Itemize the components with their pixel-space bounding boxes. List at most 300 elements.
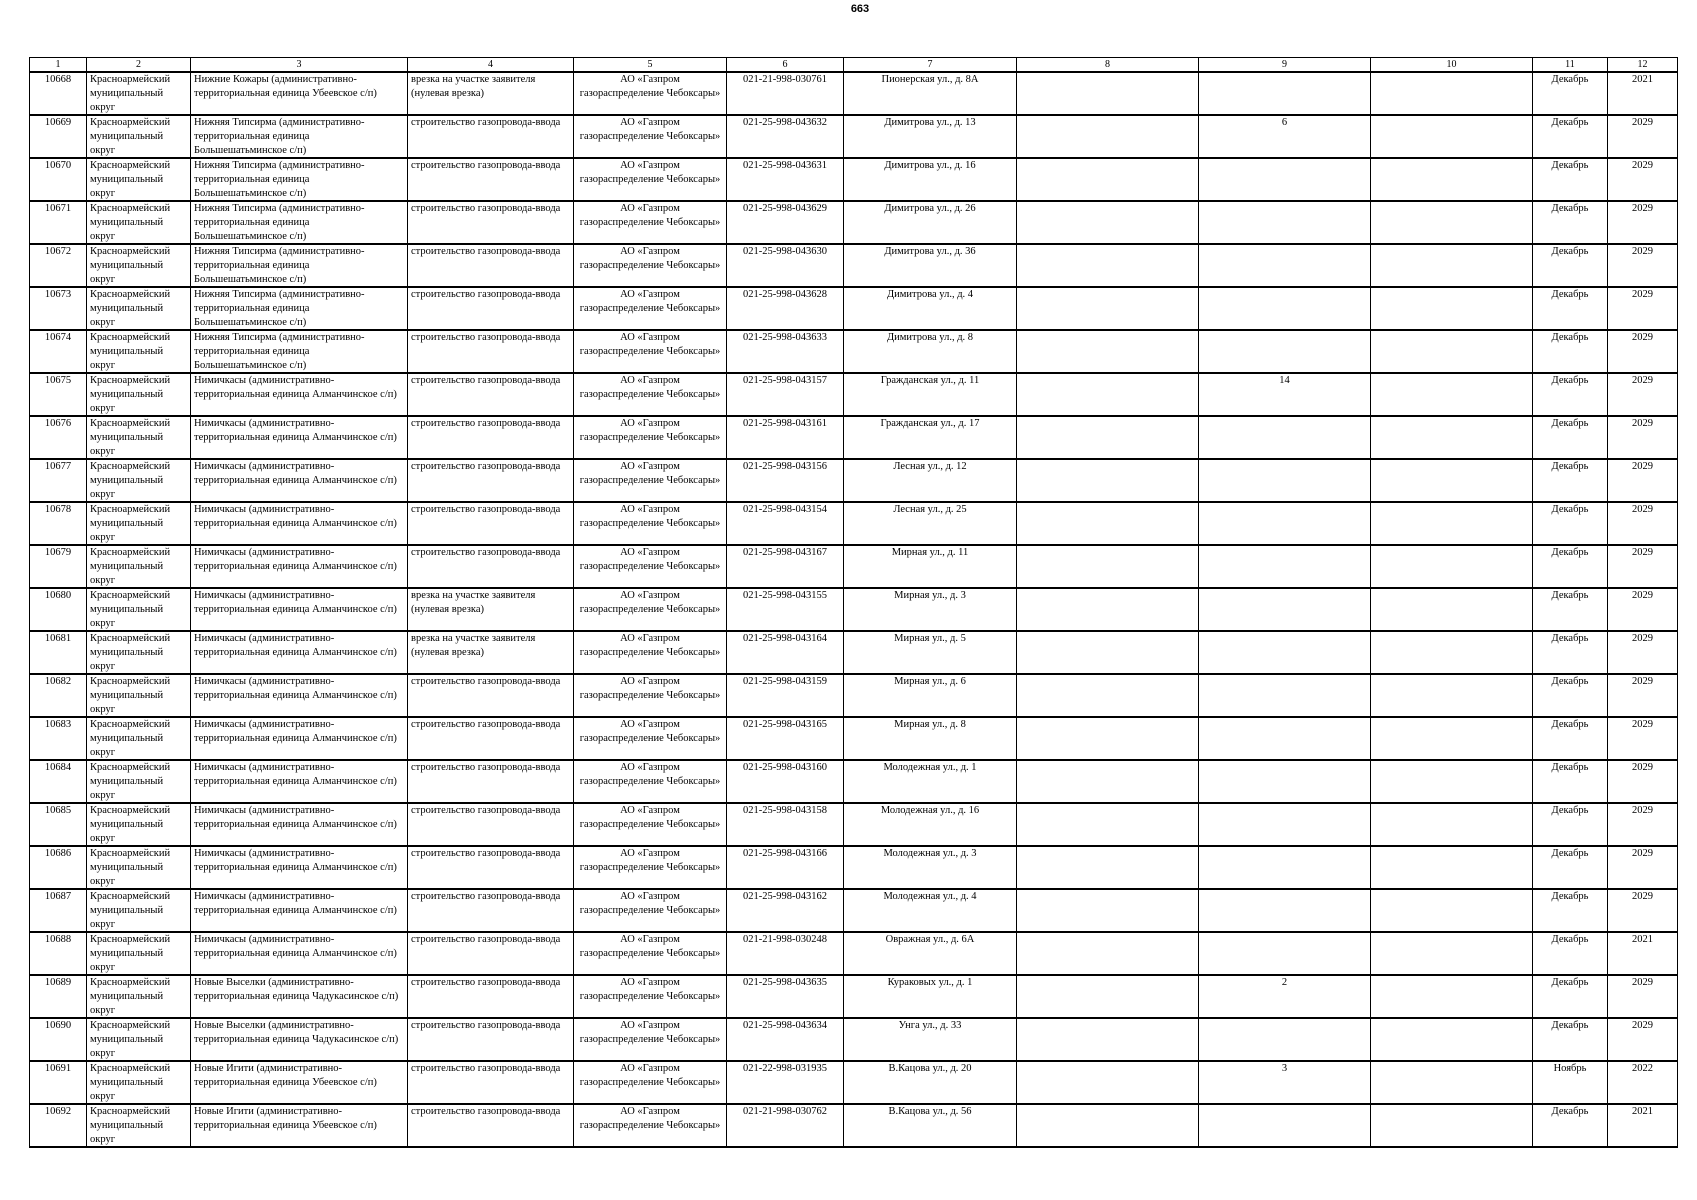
work-type-text: строительство газопровода-ввода <box>411 547 561 558</box>
street-address <box>844 674 1017 717</box>
column-9-value <box>1199 1104 1371 1147</box>
street-address-text: Димитрова ул., д. 36 <box>884 246 976 257</box>
year-value-text: 2029 <box>1632 375 1653 386</box>
work-type <box>408 502 574 545</box>
month-value-text: Декабрь <box>1551 934 1589 945</box>
settlement-name <box>191 846 408 889</box>
work-type <box>408 674 574 717</box>
settlement-name <box>191 330 408 373</box>
column-10-value <box>1371 717 1533 760</box>
year-value <box>1608 373 1678 416</box>
record-number <box>30 459 87 502</box>
column-header-7: 7 <box>844 58 1017 73</box>
table-row <box>30 330 1678 373</box>
object-code-text: 021-25-998-043633 <box>743 332 827 343</box>
settlement-name-text: Нижняя Типсирма (административно-территориальная единица Большешатьминское с/п) <box>194 117 365 156</box>
work-type-text: строительство газопровода-ввода <box>411 332 561 343</box>
record-number-text: 10682 <box>44 676 72 687</box>
column-9-value <box>1199 158 1371 201</box>
organization <box>574 975 727 1018</box>
district-name-text: Красноармейский муниципальный округ <box>90 375 171 414</box>
street-address <box>844 1061 1017 1104</box>
column-header-4: 4 <box>408 58 574 73</box>
table-body <box>30 72 1678 1147</box>
work-type <box>408 1061 574 1104</box>
year-value-text: 2021 <box>1632 934 1653 945</box>
month-value <box>1533 760 1608 803</box>
work-type-text: строительство газопровода-ввода <box>411 977 561 988</box>
street-address-text: Димитрова ул., д. 4 <box>886 289 974 300</box>
district-name <box>87 416 191 459</box>
column-9-value <box>1199 244 1371 287</box>
work-type-text: строительство газопровода-ввода <box>411 1063 561 1074</box>
object-code-text: 021-25-998-043164 <box>743 633 827 644</box>
record-number <box>30 889 87 932</box>
year-value-text: 2029 <box>1632 719 1653 730</box>
column-10-value <box>1371 115 1533 158</box>
record-number <box>30 717 87 760</box>
object-code <box>727 72 844 115</box>
object-code <box>727 115 844 158</box>
object-code-text: 021-21-998-030762 <box>743 1106 827 1117</box>
organization-text: АО «Газпром газораспределение Чебоксары» <box>579 891 721 916</box>
street-address <box>844 244 1017 287</box>
street-address-text: Молодежная ул., д. 1 <box>883 762 977 773</box>
organization-text: АО «Газпром газораспределение Чебоксары» <box>579 246 721 271</box>
year-value <box>1608 416 1678 459</box>
district-name-text: Красноармейский муниципальный округ <box>90 1106 171 1145</box>
column-8-value <box>1017 545 1199 588</box>
object-code-text: 021-25-998-043167 <box>743 547 827 558</box>
column-9-value <box>1199 803 1371 846</box>
table-row <box>30 932 1678 975</box>
month-value <box>1533 674 1608 717</box>
month-value <box>1533 717 1608 760</box>
record-number <box>30 545 87 588</box>
work-type-text: строительство газопровода-ввода <box>411 246 561 257</box>
month-value <box>1533 158 1608 201</box>
work-type <box>408 287 574 330</box>
street-address-text: Кураковых ул., д. 1 <box>887 977 973 988</box>
month-value-text: Декабрь <box>1551 246 1589 257</box>
street-address <box>844 717 1017 760</box>
street-address <box>844 760 1017 803</box>
settlement-name <box>191 115 408 158</box>
column-8-value <box>1017 201 1199 244</box>
organization-text: АО «Газпром газораспределение Чебоксары» <box>579 805 721 830</box>
work-type <box>408 975 574 1018</box>
year-value-text: 2021 <box>1632 74 1653 85</box>
district-name <box>87 287 191 330</box>
street-address <box>844 115 1017 158</box>
street-address-text: Димитрова ул., д. 26 <box>884 203 976 214</box>
street-address-text: Молодежная ул., д. 3 <box>883 848 977 859</box>
record-number <box>30 1018 87 1061</box>
street-address-text: Лесная ул., д. 12 <box>893 461 967 472</box>
object-code <box>727 932 844 975</box>
district-name <box>87 545 191 588</box>
settlement-name-text: Нимичкасы (административно-территориальная единица Алманчинское с/п) <box>194 934 397 959</box>
settlement-name <box>191 502 408 545</box>
organization-text: АО «Газпром газораспределение Чебоксары» <box>579 590 721 615</box>
settlement-name-text: Нижняя Типсирма (административно-территориальная единица Большешатьминское с/п) <box>194 246 365 285</box>
month-value-text: Ноябрь <box>1553 1063 1587 1074</box>
settlement-name <box>191 760 408 803</box>
column-9-value <box>1199 932 1371 975</box>
record-number-text: 10669 <box>44 117 72 128</box>
work-type-text: врезка на участке заявителя (нулевая врезка) <box>411 590 536 615</box>
year-value-text: 2021 <box>1632 1106 1653 1117</box>
district-name <box>87 889 191 932</box>
settlement-name-text: Нижняя Типсирма (административно-территориальная единица Большешатьминское с/п) <box>194 332 365 371</box>
column-9-value <box>1199 502 1371 545</box>
organization-text: АО «Газпром газораспределение Чебоксары» <box>579 160 721 185</box>
year-value <box>1608 674 1678 717</box>
month-value <box>1533 545 1608 588</box>
settlement-name-text: Нимичкасы (административно-территориальная единица Алманчинское с/п) <box>194 676 397 701</box>
month-value-text: Декабрь <box>1551 891 1589 902</box>
object-code <box>727 717 844 760</box>
column-9-value <box>1199 889 1371 932</box>
street-address-text: Овражная ул., д. 6А <box>885 934 975 945</box>
street-address <box>844 287 1017 330</box>
street-address <box>844 158 1017 201</box>
work-type <box>408 72 574 115</box>
street-address <box>844 1018 1017 1061</box>
column-10-value <box>1371 287 1533 330</box>
settlement-name-text: Новые Выселки (административно-территориальная единица Чадукасинское с/п) <box>194 977 399 1002</box>
street-address-text: Мирная ул., д. 3 <box>894 590 966 601</box>
year-value <box>1608 846 1678 889</box>
settlement-name <box>191 588 408 631</box>
settlement-name-text: Нижняя Типсирма (административно-территориальная единица Большешатьминское с/п) <box>194 203 365 242</box>
settlement-name-text: Нимичкасы (административно-территориальная единица Алманчинское с/п) <box>194 762 397 787</box>
object-code-text: 021-25-998-043635 <box>743 977 827 988</box>
column-8-value <box>1017 416 1199 459</box>
record-number-text: 10670 <box>44 160 72 171</box>
column-8-value <box>1017 975 1199 1018</box>
column-9-value <box>1199 287 1371 330</box>
organization <box>574 373 727 416</box>
month-value <box>1533 115 1608 158</box>
settlement-name <box>191 717 408 760</box>
object-code <box>727 416 844 459</box>
object-code <box>727 760 844 803</box>
street-address <box>844 459 1017 502</box>
month-value <box>1533 1104 1608 1147</box>
organization-text: АО «Газпром газораспределение Чебоксары» <box>579 332 721 357</box>
column-9-value <box>1199 115 1371 158</box>
month-value-text: Декабрь <box>1551 289 1589 300</box>
organization-text: АО «Газпром газораспределение Чебоксары» <box>579 117 721 142</box>
organization <box>574 932 727 975</box>
table-row <box>30 459 1678 502</box>
organization-text: АО «Газпром газораспределение Чебоксары» <box>579 1020 721 1045</box>
table-row <box>30 889 1678 932</box>
record-number <box>30 932 87 975</box>
object-code <box>727 545 844 588</box>
district-name <box>87 803 191 846</box>
work-type <box>408 932 574 975</box>
registry-table <box>29 57 1678 1148</box>
organization-text: АО «Газпром газораспределение Чебоксары» <box>579 1063 721 1088</box>
organization-text: АО «Газпром газораспределение Чебоксары» <box>579 762 721 787</box>
work-type <box>408 1018 574 1061</box>
work-type <box>408 545 574 588</box>
month-value <box>1533 975 1608 1018</box>
column-8-value <box>1017 846 1199 889</box>
column-8-value <box>1017 1061 1199 1104</box>
table-row <box>30 803 1678 846</box>
work-type-text: врезка на участке заявителя (нулевая врезка) <box>411 633 536 658</box>
year-value-text: 2029 <box>1632 289 1653 300</box>
column-header-6: 6 <box>727 58 844 73</box>
organization-text: АО «Газпром газораспределение Чебоксары» <box>579 633 721 658</box>
record-number <box>30 975 87 1018</box>
organization <box>574 889 727 932</box>
street-address <box>844 545 1017 588</box>
object-code-text: 021-25-998-043158 <box>743 805 827 816</box>
object-code-text: 021-25-998-043156 <box>743 461 827 472</box>
settlement-name-text: Нимичкасы (административно-территориальная единица Алманчинское с/п) <box>194 805 397 830</box>
column-8-value <box>1017 588 1199 631</box>
organization <box>574 803 727 846</box>
column-9-value <box>1199 717 1371 760</box>
year-value <box>1608 932 1678 975</box>
month-value <box>1533 631 1608 674</box>
organization <box>574 201 727 244</box>
record-number-text: 10679 <box>44 547 72 558</box>
year-value <box>1608 287 1678 330</box>
district-name-text: Красноармейский муниципальный округ <box>90 246 171 285</box>
organization <box>574 459 727 502</box>
record-number <box>30 72 87 115</box>
column-9-value-text: 2 <box>1281 977 1288 988</box>
district-name-text: Красноармейский муниципальный округ <box>90 461 171 500</box>
district-name-text: Красноармейский муниципальный округ <box>90 418 171 457</box>
organization <box>574 631 727 674</box>
organization <box>574 416 727 459</box>
organization <box>574 545 727 588</box>
street-address-text: Мирная ул., д. 8 <box>894 719 966 730</box>
work-type <box>408 201 574 244</box>
work-type-text: строительство газопровода-ввода <box>411 160 561 171</box>
object-code <box>727 287 844 330</box>
record-number-text: 10692 <box>44 1106 72 1117</box>
column-10-value <box>1371 459 1533 502</box>
column-header-5: 5 <box>574 58 727 73</box>
object-code <box>727 201 844 244</box>
column-10-value <box>1371 975 1533 1018</box>
column-10-value <box>1371 1104 1533 1147</box>
record-number-text: 10672 <box>44 246 72 257</box>
street-address <box>844 631 1017 674</box>
record-number <box>30 1104 87 1147</box>
month-value-text: Декабрь <box>1551 1020 1589 1031</box>
district-name-text: Красноармейский муниципальный округ <box>90 289 171 328</box>
column-9-value <box>1199 416 1371 459</box>
object-code <box>727 459 844 502</box>
record-number <box>30 674 87 717</box>
month-value-text: Декабрь <box>1551 117 1589 128</box>
object-code <box>727 674 844 717</box>
settlement-name <box>191 244 408 287</box>
district-name-text: Красноармейский муниципальный округ <box>90 1020 171 1059</box>
object-code-text: 021-25-998-043165 <box>743 719 827 730</box>
work-type-text: строительство газопровода-ввода <box>411 289 561 300</box>
record-number-text: 10680 <box>44 590 72 601</box>
table-row <box>30 545 1678 588</box>
year-value <box>1608 158 1678 201</box>
settlement-name <box>191 545 408 588</box>
column-10-value <box>1371 244 1533 287</box>
work-type <box>408 760 574 803</box>
object-code <box>727 373 844 416</box>
street-address <box>844 975 1017 1018</box>
column-9-value <box>1199 201 1371 244</box>
street-address <box>844 889 1017 932</box>
district-name <box>87 373 191 416</box>
district-name-text: Красноармейский муниципальный округ <box>90 504 171 543</box>
work-type-text: строительство газопровода-ввода <box>411 805 561 816</box>
year-value <box>1608 201 1678 244</box>
table-row <box>30 631 1678 674</box>
column-9-value <box>1199 674 1371 717</box>
district-name-text: Красноармейский муниципальный округ <box>90 203 171 242</box>
settlement-name <box>191 975 408 1018</box>
work-type <box>408 158 574 201</box>
district-name <box>87 72 191 115</box>
record-number <box>30 330 87 373</box>
object-code-text: 021-25-998-043157 <box>743 375 827 386</box>
month-value-text: Декабрь <box>1551 418 1589 429</box>
work-type-text: строительство газопровода-ввода <box>411 375 561 386</box>
settlement-name-text: Нимичкасы (административно-территориальная единица Алманчинское с/п) <box>194 461 397 486</box>
year-value <box>1608 889 1678 932</box>
year-value-text: 2029 <box>1632 762 1653 773</box>
record-number-text: 10678 <box>44 504 72 515</box>
street-address-text: Димитрова ул., д. 16 <box>884 160 976 171</box>
organization-text: АО «Газпром газораспределение Чебоксары» <box>579 504 721 529</box>
object-code <box>727 1018 844 1061</box>
work-type-text: строительство газопровода-ввода <box>411 762 561 773</box>
organization <box>574 717 727 760</box>
object-code <box>727 330 844 373</box>
month-value <box>1533 201 1608 244</box>
table-row <box>30 416 1678 459</box>
district-name-text: Красноармейский муниципальный округ <box>90 805 171 844</box>
street-address <box>844 373 1017 416</box>
month-value <box>1533 846 1608 889</box>
settlement-name <box>191 158 408 201</box>
year-value <box>1608 1104 1678 1147</box>
column-10-value <box>1371 674 1533 717</box>
district-name <box>87 1018 191 1061</box>
column-9-value <box>1199 846 1371 889</box>
year-value-text: 2029 <box>1632 332 1653 343</box>
work-type <box>408 631 574 674</box>
settlement-name-text: Нимичкасы (административно-территориальная единица Алманчинское с/п) <box>194 891 397 916</box>
district-name <box>87 846 191 889</box>
month-value <box>1533 330 1608 373</box>
year-value <box>1608 545 1678 588</box>
work-type <box>408 889 574 932</box>
column-8-value <box>1017 502 1199 545</box>
organization-text: АО «Газпром газораспределение Чебоксары» <box>579 676 721 701</box>
column-10-value <box>1371 416 1533 459</box>
table-row <box>30 975 1678 1018</box>
settlement-name-text: Нижняя Типсирма (административно-территориальная единица Большешатьминское с/п) <box>194 160 365 199</box>
month-value-text: Декабрь <box>1551 547 1589 558</box>
table-row <box>30 674 1678 717</box>
column-8-value <box>1017 373 1199 416</box>
record-number <box>30 416 87 459</box>
work-type-text: врезка на участке заявителя (нулевая врезка) <box>411 74 536 99</box>
month-value <box>1533 244 1608 287</box>
work-type-text: строительство газопровода-ввода <box>411 934 561 945</box>
street-address <box>844 330 1017 373</box>
work-type-text: строительство газопровода-ввода <box>411 504 561 515</box>
object-code <box>727 1061 844 1104</box>
work-type <box>408 373 574 416</box>
object-code-text: 021-25-998-043634 <box>743 1020 827 1031</box>
street-address-text: Мирная ул., д. 6 <box>894 676 966 687</box>
organization <box>574 115 727 158</box>
street-address <box>844 502 1017 545</box>
column-header-10: 10 <box>1371 58 1533 73</box>
column-8-value <box>1017 889 1199 932</box>
month-value-text: Декабрь <box>1551 590 1589 601</box>
settlement-name <box>191 803 408 846</box>
street-address <box>844 588 1017 631</box>
column-10-value <box>1371 201 1533 244</box>
district-name-text: Красноармейский муниципальный округ <box>90 590 171 629</box>
street-address <box>844 416 1017 459</box>
district-name-text: Красноармейский муниципальный округ <box>90 977 171 1016</box>
month-value-text: Декабрь <box>1551 332 1589 343</box>
month-value-text: Декабрь <box>1551 719 1589 730</box>
work-type-text: строительство газопровода-ввода <box>411 1020 561 1031</box>
organization <box>574 158 727 201</box>
table-row <box>30 158 1678 201</box>
column-8-value <box>1017 287 1199 330</box>
table-row <box>30 287 1678 330</box>
object-code <box>727 846 844 889</box>
street-address <box>844 201 1017 244</box>
year-value <box>1608 115 1678 158</box>
year-value <box>1608 1061 1678 1104</box>
district-name-text: Красноармейский муниципальный округ <box>90 676 171 715</box>
organization-text: АО «Газпром газораспределение Чебоксары» <box>579 74 721 99</box>
object-code-text: 021-25-998-043160 <box>743 762 827 773</box>
district-name-text: Красноармейский муниципальный округ <box>90 719 171 758</box>
street-address-text: В.Кацова ул., д. 20 <box>888 1063 972 1074</box>
month-value <box>1533 72 1608 115</box>
street-address-text: Лесная ул., д. 25 <box>893 504 967 515</box>
column-header-3: 3 <box>191 58 408 73</box>
month-value-text: Декабрь <box>1551 676 1589 687</box>
work-type-text: строительство газопровода-ввода <box>411 848 561 859</box>
object-code-text: 021-25-998-043632 <box>743 117 827 128</box>
page-number: 663 <box>850 3 870 15</box>
organization <box>574 1061 727 1104</box>
column-9-value <box>1199 631 1371 674</box>
record-number-text: 10691 <box>44 1063 72 1074</box>
table-row <box>30 244 1678 287</box>
year-value-text: 2029 <box>1632 504 1653 515</box>
object-code-text: 021-25-998-043166 <box>743 848 827 859</box>
street-address-text: Мирная ул., д. 11 <box>891 547 969 558</box>
